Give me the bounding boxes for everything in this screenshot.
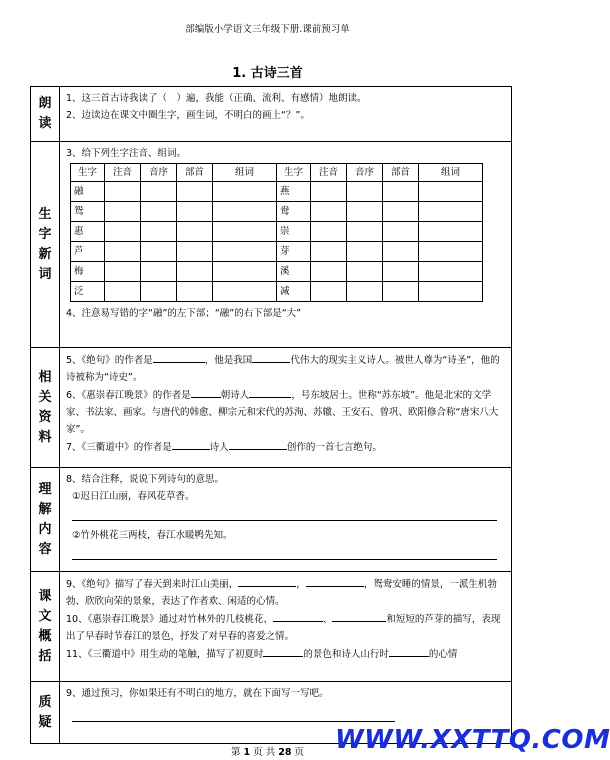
section-langdu [31, 87, 512, 142]
item-8: 8、结合注释，说说下列诗句的意思。 [66, 474, 225, 485]
section-label-zhiyi: 质 疑 [31, 682, 60, 744]
answer-line[interactable] [72, 706, 395, 722]
worksheet-table [30, 86, 512, 744]
item-6: 6、《惠崇春江晚景》的作者是 朝诗人 ，号东坡居士。世称“苏东坡”。他是北宋的文学家、书法家、画家。与唐代的韩愈、柳宗元和宋代的苏洵、苏辙、王安石、曾巩、欧阳修合称“唐宋八大家”。 [66, 386, 505, 438]
answer-blank[interactable] [153, 351, 205, 363]
table-row: 梅 溪 [71, 262, 483, 282]
character-table [70, 163, 483, 302]
page-header: 部编版小学语文三年级下册.课前预习单 [185, 24, 350, 35]
table-row: 泛 减 [71, 282, 483, 302]
answer-blank[interactable] [263, 645, 303, 657]
current-page: 1 [243, 747, 251, 758]
answer-blank[interactable] [252, 351, 290, 363]
table-row: 鸳 鸯 [71, 202, 483, 222]
answer-blank[interactable] [273, 610, 323, 622]
character-table-header: 生字 注音 音序 部首 组词 生字 注音 音序 部首 组词 [71, 164, 483, 182]
pinyin-cell[interactable] [105, 182, 141, 202]
lesson-title: 1. 古诗三首 [232, 66, 303, 81]
page-footer: 第 1 页 共 28 页 [230, 747, 305, 758]
item-11: 11、《三衢道中》用生动的笔触，描写了初夏时 的景色和诗人山行时 的心情 [66, 645, 505, 663]
poem-line-2: ②竹外桃花三两枝，春江水暖鸭先知。 [72, 530, 233, 541]
item-9: 9、《绝句》描写了春天到来时江山美丽， ， ，鸳鸯安睡的情景，一派生机勃勃、欣欣向荣的景象，表达了作者欢、闲适的心情。 [66, 575, 505, 610]
section-gaikuo [31, 572, 512, 682]
table-row: 融 燕 [71, 182, 483, 202]
item-1: 1、这三首古诗我读了（ ）遍，我能（正确、流利、有感情）地朗读。 [66, 93, 367, 104]
table-row: 芦 芽 [71, 242, 483, 262]
section-label-lijie: 理 解 内 容 [31, 468, 60, 572]
section-label-shengzi: 生 字 新 词 [31, 142, 60, 348]
section-shengzi [31, 142, 512, 348]
answer-blank[interactable] [306, 575, 364, 587]
answer-blank[interactable] [238, 575, 296, 587]
item-7: 7、《三衢道中》的作者是 诗人 创作的一首七言绝句。 [66, 438, 505, 456]
item-5: 5、《绝句》的作者是 ，他是我国 代伟大的现实主义诗人。被世人尊为“诗圣”，他的诗被称为“诗史”。 [66, 351, 505, 386]
item-3: 3、给下列生字注音、组词。 [66, 148, 187, 159]
answer-blank[interactable] [191, 386, 221, 398]
item-10: 10、《惠崇春江晚景》通过对竹林外的几枝桃花、 、 和短短的芦芽的描写，表现出了早春时节春江的景色，抒发了对早春的喜爱之情。 [66, 610, 505, 645]
item-2: 2、边读边在课文中圈生字，画生词，不明白的画上“？”。 [66, 110, 310, 121]
answer-blank[interactable] [389, 645, 429, 657]
section-lijie [31, 468, 512, 572]
table-row: 惠 崇 [71, 222, 483, 242]
item-question: 9、通过预习，你如果还有不明白的地方，就在下面写一写吧。 [66, 688, 329, 699]
total-pages: 28 [278, 747, 292, 758]
answer-blank[interactable] [172, 438, 210, 450]
section-label-langdu: 朗 读 [31, 87, 60, 142]
word-cell[interactable] [213, 182, 277, 202]
poem-line-1: ①迟日江山丽，春风花草香。 [72, 491, 195, 502]
section-ziliao [31, 348, 512, 468]
answer-blank[interactable] [249, 386, 291, 398]
section-label-gaikuo: 课 文 概 括 [31, 572, 60, 682]
section-label-ziliao: 相 关 资 料 [31, 348, 60, 468]
answer-blank[interactable] [332, 610, 386, 622]
site-watermark: WWW.XXTTQ.COM [335, 725, 610, 755]
answer-line[interactable] [72, 505, 497, 521]
answer-line[interactable] [72, 544, 497, 560]
item-4: 4、注意易写错的字“融”的左下部；“融”的右下部是“大” [66, 308, 302, 319]
answer-blank[interactable] [229, 438, 287, 450]
